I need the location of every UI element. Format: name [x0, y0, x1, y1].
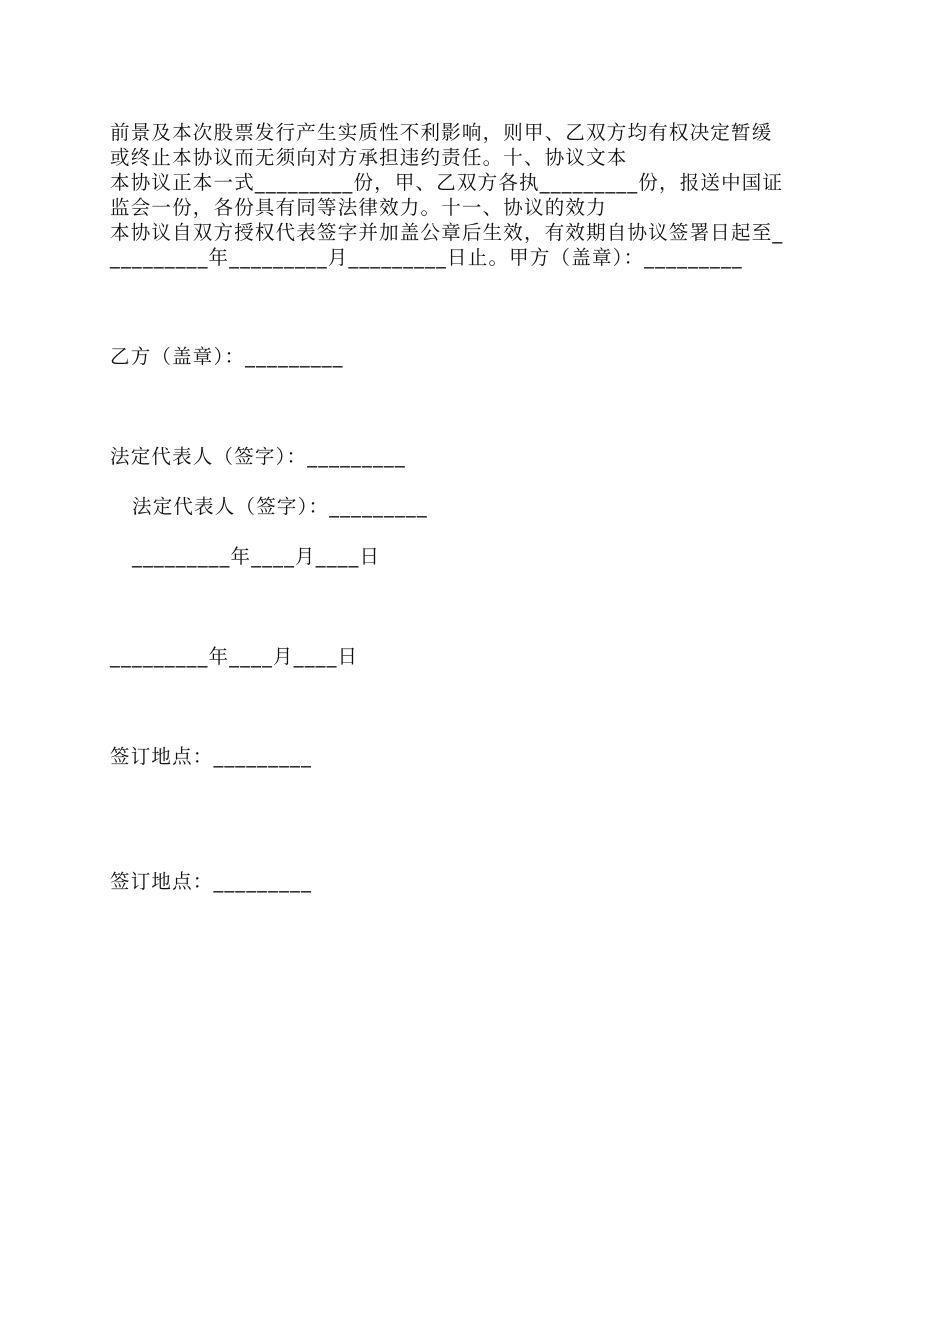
- body-line: 本协议正本一式_________份，甲、乙双方各执_________份，报送中国证: [110, 171, 784, 194]
- body-line: 或终止本协议而无须向对方承担违约责任。十、协议文本: [110, 146, 628, 169]
- party-b-seal-line: 乙方（盖章）：_________: [110, 345, 344, 368]
- legal-rep-signature-line: 法定代表人（签字）：_________: [132, 495, 428, 518]
- date-line: _________年____月____日: [132, 545, 381, 568]
- body-line: _________年_________月_________日止。甲方（盖章）：_________: [110, 246, 743, 269]
- signing-place-line: 签订地点：_________: [110, 745, 313, 768]
- body-line: 本协议自双方授权代表签字并加盖公章后生效，有效期自协议签署日起至_: [110, 221, 784, 244]
- legal-rep-signature-line: 法定代表人（签字）：_________: [110, 445, 406, 468]
- body-line: 监会一份，各份具有同等法律效力。十一、协议的效力: [110, 196, 607, 219]
- signing-place-line: 签订地点：_________: [110, 870, 313, 893]
- body-line: 前景及本次股票发行产生实质性不利影响，则甲、乙双方均有权决定暂缓: [110, 121, 773, 144]
- date-line: _________年____月____日: [110, 645, 359, 668]
